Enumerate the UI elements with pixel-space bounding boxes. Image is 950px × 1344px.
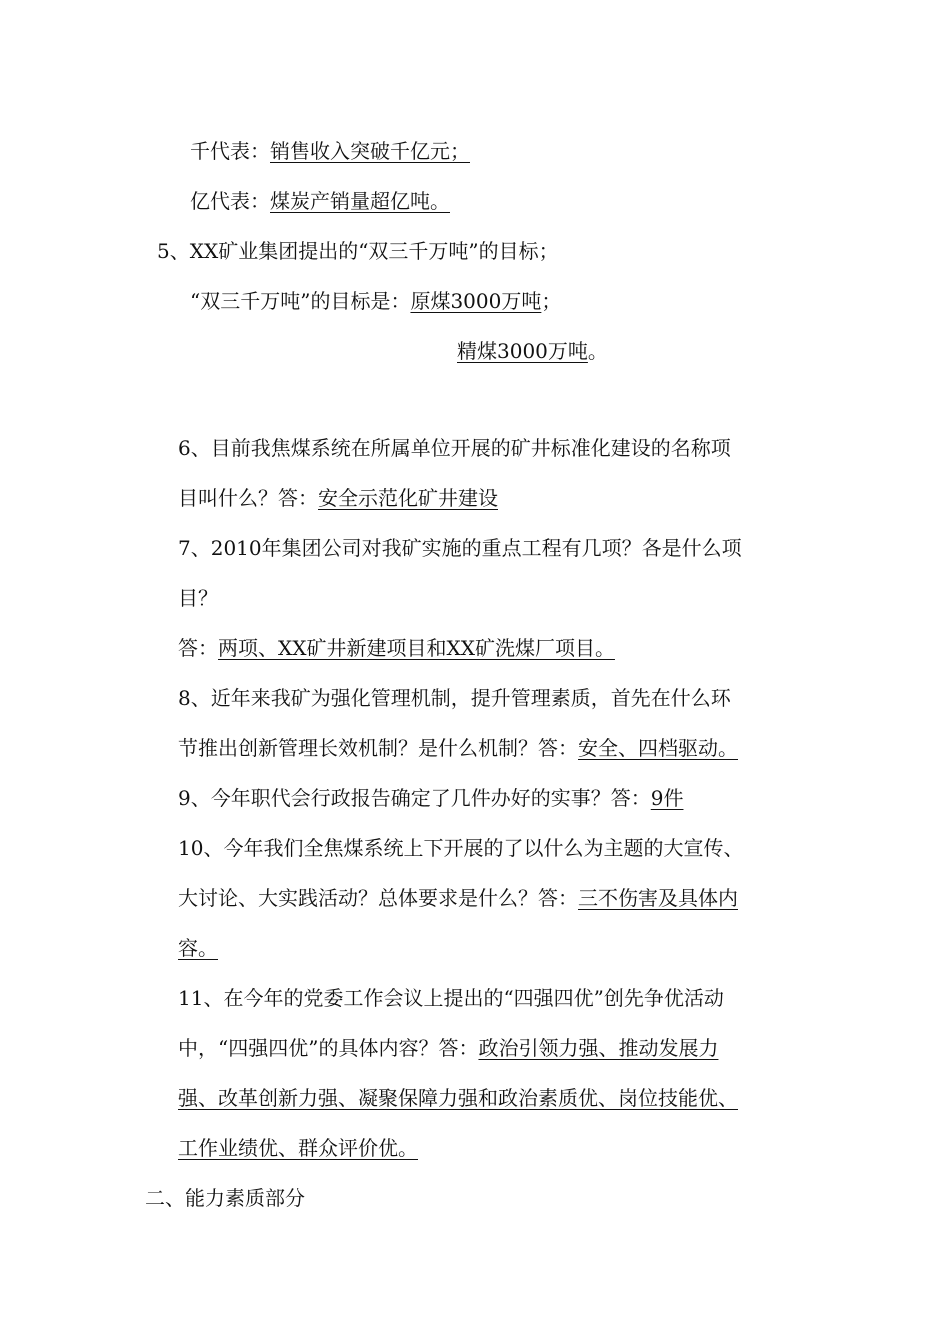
target-a: 原煤3000万吨 — [410, 289, 542, 313]
item6-question-line1: 6、目前我焦煤系统在所属单位开展的矿井标准化建设的名称项 — [178, 436, 731, 460]
yi-answer: 煤炭产销量超亿吨。 — [270, 189, 450, 213]
item8-question-line2 — [178, 733, 738, 763]
item11-question-line1: 11、在今年的党委工作会议上提出的“四强四优”创先争优活动 — [178, 986, 724, 1010]
item10-answer-part1: 三不伤害及具体内 — [578, 886, 738, 910]
item7-question-line1: 7、2010年集团公司对我矿实施的重点工程有几项？各是什么项 — [178, 536, 742, 560]
item11-question-tail: 中，“四强四优”的具体内容？答： — [178, 1036, 479, 1060]
item9-question: 9、今年职代会行政报告确定了几件办好的实事？答： — [178, 786, 651, 810]
section2-heading: 二、能力素质部分 — [145, 1186, 305, 1210]
item11-answer-line4 — [178, 1133, 418, 1163]
item11-answer-part2: 强、改革创新力强、凝聚保障力强和政治素质优、岗位技能优、 — [178, 1086, 738, 1110]
yi-label: 亿代表： — [190, 189, 270, 213]
item5-target-b-line — [457, 336, 608, 366]
qian-answer: 销售收入突破千亿元； — [270, 139, 470, 163]
target-label: “双三千万吨”的目标是： — [190, 289, 411, 313]
item11-answer-line3 — [178, 1083, 738, 1113]
item11-question-line2 — [178, 1033, 718, 1063]
item10-answer-part2: 容。 — [178, 936, 218, 960]
item11-answer-part3: 工作业绩优、群众评价优。 — [178, 1136, 418, 1160]
target-b: 精煤3000万吨 — [457, 339, 588, 363]
item8-answer: 安全、四档驱动。 — [578, 736, 738, 760]
item11-answer-part1: 政治引领力强、推动发展力 — [478, 1036, 719, 1060]
qian-label: 千代表： — [190, 139, 270, 163]
item6-question-tail: 目叫什么？答： — [178, 486, 318, 510]
item5-target-line — [190, 286, 561, 316]
target-a-tail: ； — [541, 289, 562, 313]
item10-answer-line3 — [178, 933, 218, 963]
item7-answer-label: 答： — [178, 636, 218, 660]
item4-yi-line — [190, 186, 450, 216]
item9-line — [178, 783, 683, 813]
item10-question-tail: 大讨论、大实践活动？总体要求是什么？答： — [178, 886, 578, 910]
item6-question-line2 — [178, 483, 498, 513]
item8-question-tail: 节推出创新管理长效机制？是什么机制？答： — [178, 736, 578, 760]
item7-answer-line — [178, 633, 615, 663]
item4-qian-line — [190, 136, 470, 166]
item10-question-line2 — [178, 883, 738, 913]
item10-question-line1: 10、今年我们全焦煤系统上下开展的了以什么为主题的大宣传、 — [178, 836, 744, 860]
target-b-tail: 。 — [587, 339, 608, 363]
item6-answer: 安全示范化矿井建设 — [318, 486, 498, 510]
item8-question-line1: 8、近年来我矿为强化管理机制，提升管理素质，首先在什么环 — [178, 686, 731, 710]
item5-question: 5、XX矿业集团提出的“双三千万吨”的目标； — [157, 239, 559, 263]
item7-question-line2: 目？ — [178, 586, 218, 610]
item9-answer: 9件 — [650, 786, 684, 810]
item7-answer: 两项、XX矿井新建项目和XX矿洗煤厂项目。 — [218, 636, 615, 660]
